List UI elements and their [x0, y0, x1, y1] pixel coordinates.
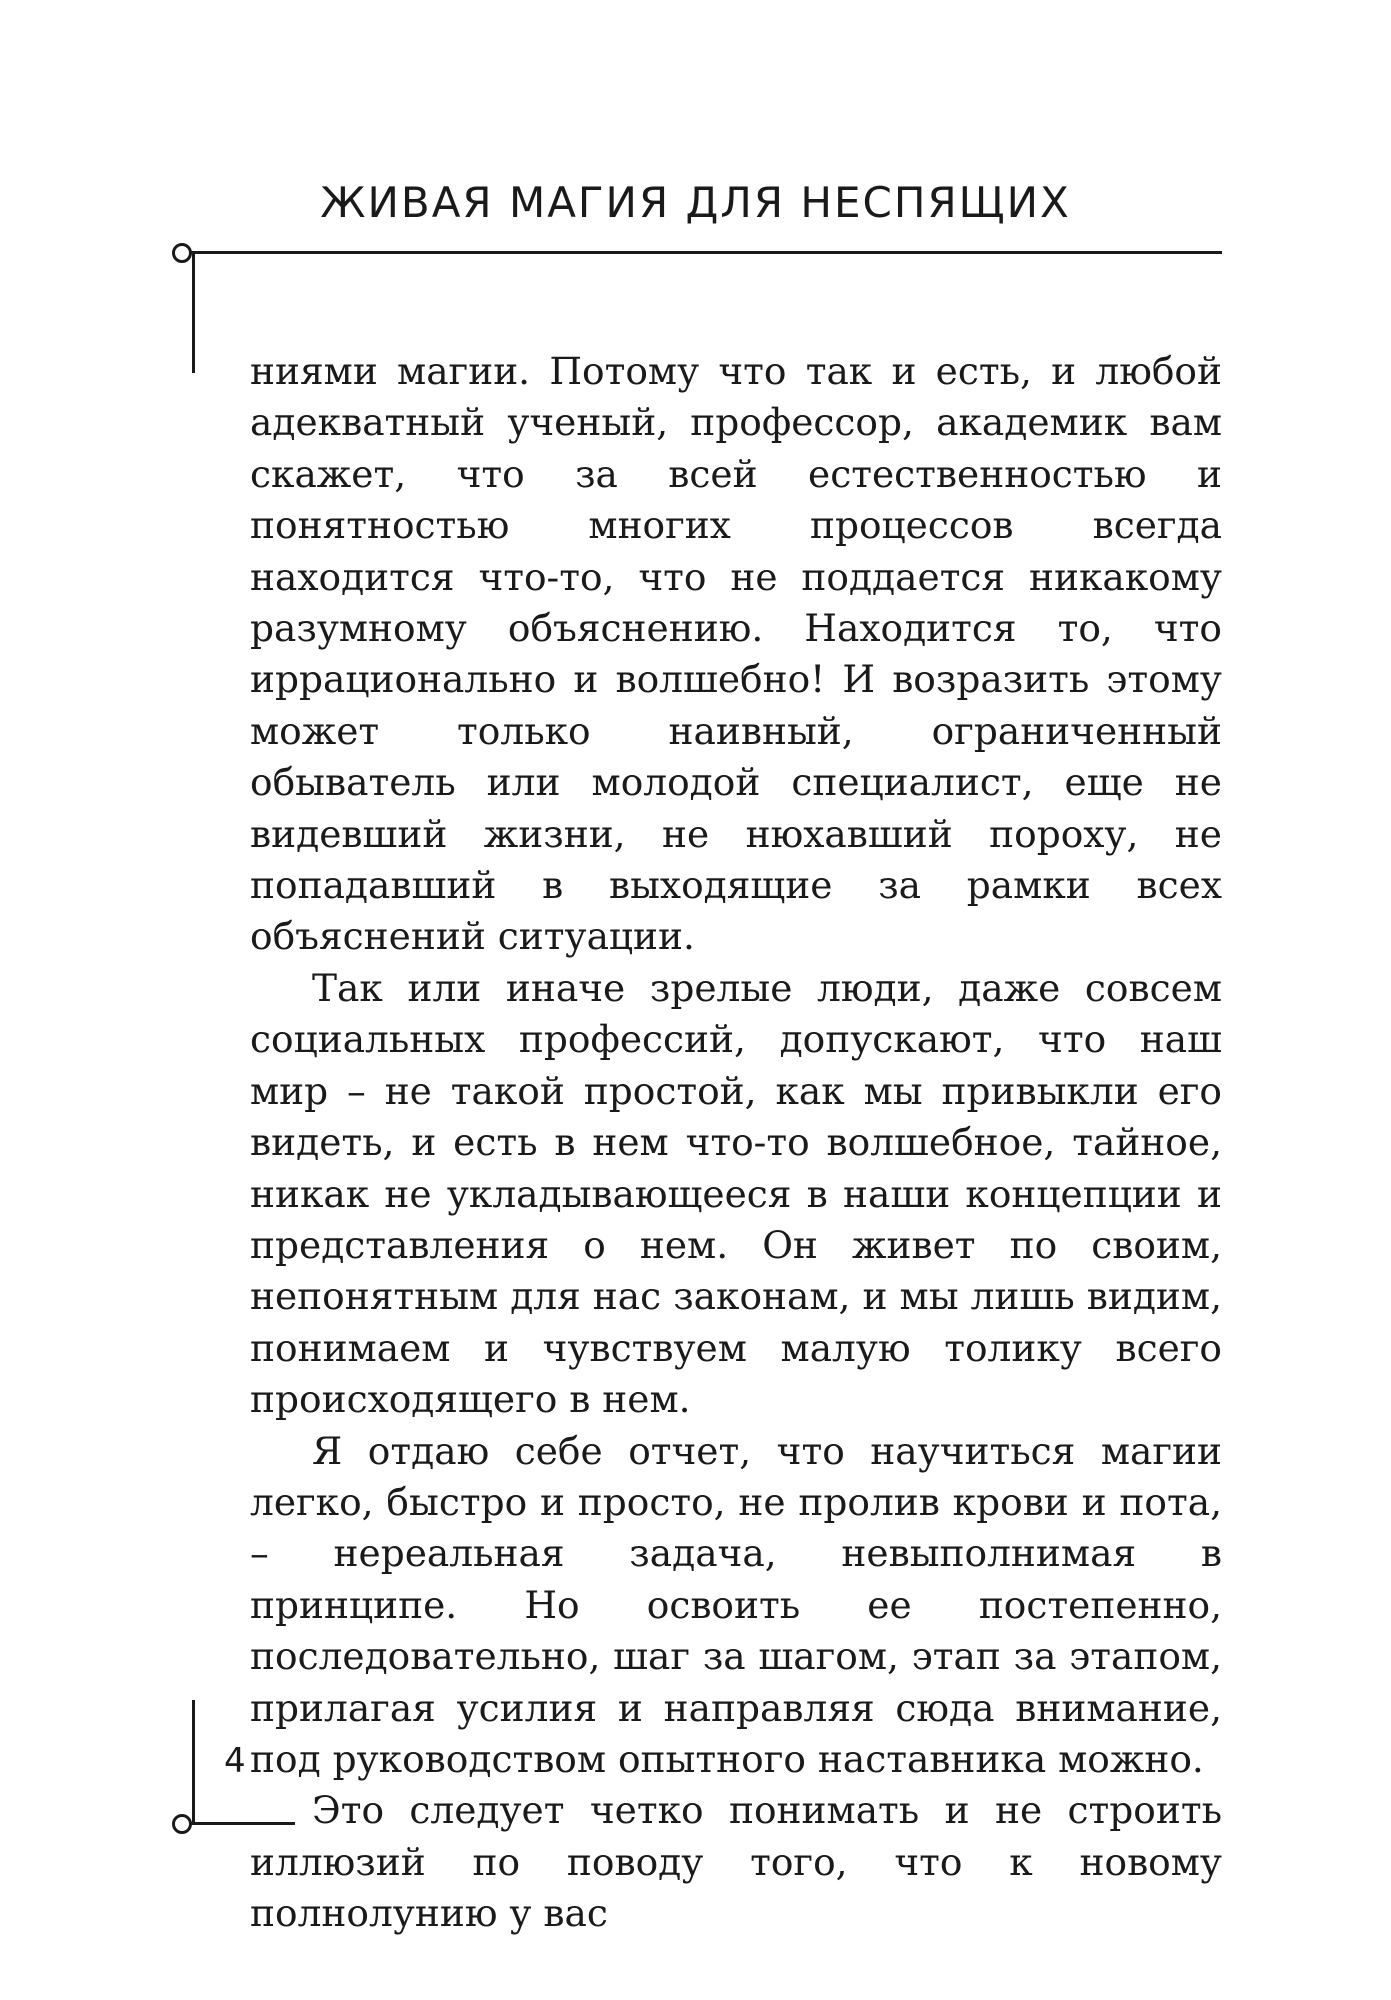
page-number: 4: [224, 1741, 246, 1781]
frame-top-ornament-ring: [172, 243, 192, 263]
paragraph-2: Так или иначе зрелые люди, даже совсем социальных профессий, допускают, что наш мир – не такой простой, как мы привыкли его видеть, и есть в нем что-то волшебное, тайное, никак не укладывающееся в наши концепции и представления о нем. Он живет по своим, непонятным для нас законам, и мы лишь видим, понимаем и чувствуем малую толику всего происходящего в нем.: [250, 965, 1222, 1422]
paragraph-1: ниями магии. Потому что так и есть, и любой адекватный ученый, профессор, академик вам скажет, что за всей естественностью и понятностью многих процессов всегда находится что-то, что не поддается никакому разумному объяснению. Находится то, что иррационально и волшебно! И возразить этому может только наивный, ограниченный обыватель или молодой специалист, еще не видевший жизни, не нюхавший пороху, не попадавший в выходящие за рамки всех объяснений ситуации.: [250, 349, 1222, 959]
paragraph-3: Я отдаю себе отчет, что научиться магии легко, быстро и просто, не пролив крови и пота, – нереальная задача, невыполнимая в принципе. Но освоить ее постепенно, последовательно, шаг за шагом, этап за этапом, прилагая усилия и направляя сюда внимание, под руководством опытного наставника можно.: [250, 1428, 1222, 1781]
paragraph-4: Это следует четко понимать и не строить иллюзий по поводу того, что к новому полнолунию у вас: [250, 1788, 1222, 1936]
frame-bottom-vertical-rule: [192, 1700, 195, 1824]
running-head-title: ЖИВАЯ МАГИЯ ДЛЯ НЕСПЯЩИХ: [320, 178, 1071, 227]
frame-top-rule: [190, 251, 1222, 254]
frame-bottom-rule: [190, 1822, 295, 1825]
page-body-text: [250, 346, 1222, 1940]
frame-bottom-ornament-ring: [172, 1814, 192, 1834]
frame-top-vertical-rule: [192, 251, 195, 373]
